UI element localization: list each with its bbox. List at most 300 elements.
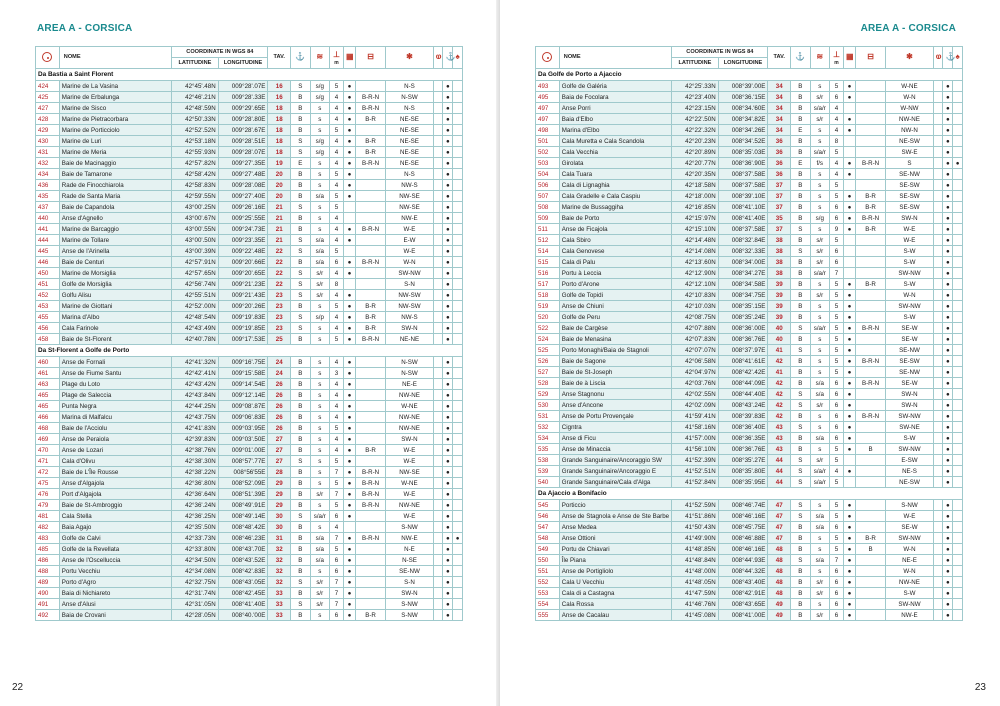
depth-cell: 5 — [829, 544, 843, 555]
seabed-cell: s/r — [810, 235, 829, 246]
latitude-cell: 42°15'.97N — [672, 213, 718, 224]
chart-table-cell: 48 — [768, 577, 791, 588]
anchorage-name: Porto d'Arone — [559, 279, 671, 290]
anchorage-number: 434 — [36, 169, 60, 180]
longitude-cell: 008°34.'60E — [718, 103, 768, 114]
extra-cell — [433, 81, 443, 92]
services-cell — [855, 511, 885, 522]
chart-table-cell: 34 — [768, 114, 791, 125]
table-row — [36, 489, 463, 500]
anchorage-number: 515 — [536, 257, 560, 268]
shelter-cell: S — [291, 511, 310, 522]
latitude-cell: 42°33'.80N — [172, 544, 218, 555]
latitude-cell: 41°46'.76N — [672, 599, 718, 610]
section-title: Da St-Florent a Golfe de Porto — [36, 345, 463, 357]
anchorage-name: Marine de Luri — [59, 136, 171, 147]
latitude-cell: 41°48'.05N — [672, 577, 718, 588]
shelter-cell: B — [291, 588, 310, 599]
chart-table-cell: 36 — [768, 169, 791, 180]
anchorage-name: Punta Negra — [59, 401, 171, 412]
header-nome: NOME — [59, 47, 171, 69]
anchorage-number: 436 — [36, 180, 60, 191]
wind-cell: W-E — [886, 235, 934, 246]
shelter-cell: B — [791, 544, 810, 555]
wind-cell: SE-NW — [386, 566, 434, 577]
extra-cell — [433, 357, 443, 368]
table-row — [536, 533, 963, 544]
wind-cell: SW-N — [886, 213, 934, 224]
latitude-cell: 42°52'.52N — [172, 125, 218, 136]
table-row — [536, 279, 963, 290]
extra2-cell — [453, 489, 463, 500]
extra-cell — [433, 555, 443, 566]
chart-table-cell: 18 — [268, 147, 291, 158]
mooring-cell: ● — [344, 577, 356, 588]
extra2-cell — [453, 169, 463, 180]
depth-cell: 5 — [829, 180, 843, 191]
extra-cell — [433, 268, 443, 279]
shelter-cell: B — [291, 169, 310, 180]
extra-cell — [433, 279, 443, 290]
services-cell — [855, 566, 885, 577]
latitude-cell: 41°48'.84N — [672, 555, 718, 566]
shelter-cell: B — [791, 356, 810, 367]
anchorage-name: Baie de Menasina — [559, 334, 671, 345]
latitude-cell: 42°38'.30N — [172, 456, 218, 467]
anchorage-number: 497 — [536, 114, 560, 125]
table-row — [536, 169, 963, 180]
longitude-cell: 008°43'.05E — [218, 577, 268, 588]
table-row — [536, 378, 963, 389]
extra2-cell — [453, 478, 463, 489]
table-row — [536, 345, 963, 356]
extra2-cell — [453, 268, 463, 279]
header-latitude: LATITUDINE — [172, 58, 218, 69]
seabed-cell: s — [810, 125, 829, 136]
anchorage-name: Baia de Focolara — [559, 92, 671, 103]
latitude-cell: 42°33'.73N — [172, 533, 218, 544]
anchor-cell: ● — [943, 246, 953, 257]
chart-table-cell: 43 — [768, 433, 791, 444]
chart-table-cell: 49 — [768, 610, 791, 621]
anchor-cell: ● — [443, 599, 453, 610]
extra-cell — [933, 268, 943, 279]
chart-table-cell: 32 — [268, 544, 291, 555]
depth-cell: 8 — [829, 136, 843, 147]
longitude-cell: 008°32'.84E — [718, 235, 768, 246]
services-cell — [355, 434, 385, 445]
wind-cell: NW-SE — [386, 467, 434, 478]
latitude-cell: 42°58'.83N — [172, 180, 218, 191]
wind-cell: W-E — [886, 511, 934, 522]
services-cell — [355, 268, 385, 279]
wind-cell: W-N — [386, 257, 434, 268]
table-row — [536, 92, 963, 103]
extra-cell — [933, 588, 943, 599]
extra2-cell — [953, 279, 963, 290]
anchorage-name: Anse de Cacalau — [559, 610, 671, 621]
extra-cell — [433, 125, 443, 136]
depth-cell: 5 — [829, 235, 843, 246]
latitude-cell: 42°23'.40N — [672, 92, 718, 103]
wind-cell: NW-SE — [386, 202, 434, 213]
wind-cell: S-W — [886, 312, 934, 323]
anchorage-name: Cala d'Olivu — [59, 456, 171, 467]
depth-cell: 6 — [829, 400, 843, 411]
services-cell — [355, 81, 385, 92]
anchorage-name: Baia d'Elbo — [559, 114, 671, 125]
services-cell — [855, 246, 885, 257]
anchorage-number: 518 — [536, 290, 560, 301]
latitude-cell: 42°20'.77N — [672, 158, 718, 169]
wind-cell: W-E — [386, 511, 434, 522]
longitude-cell: 008°35'.03E — [718, 147, 768, 158]
longitude-cell: 008°43'.24E — [718, 400, 768, 411]
depth-cell: 6 — [329, 555, 343, 566]
depth-cell: 5 — [829, 81, 843, 92]
longitude-cell: 008°36'.00E — [718, 323, 768, 334]
shelter-cell: B — [291, 610, 310, 621]
services-cell: B-R — [855, 191, 885, 202]
extra-cell — [933, 246, 943, 257]
anchorage-name: Baie de L'Île Rousse — [59, 467, 171, 478]
chart-table-cell: 31 — [268, 533, 291, 544]
ship-icon: ⚓ — [295, 52, 306, 61]
anchor-cell: ● — [943, 180, 953, 191]
extra2-cell — [453, 279, 463, 290]
depth-icon: ⊥ — [333, 49, 340, 59]
services-cell — [355, 368, 385, 379]
anchorage-number: 444 — [36, 235, 60, 246]
depth-cell: 6 — [329, 511, 343, 522]
anchorage-number: 460 — [36, 357, 60, 368]
seabed-cell: s — [310, 301, 329, 312]
extra2-cell — [953, 334, 963, 345]
extra2-cell — [953, 533, 963, 544]
latitude-cell: 42°57'.91N — [172, 257, 218, 268]
mooring-cell: ● — [344, 357, 356, 368]
seabed-cell: s/a — [310, 235, 329, 246]
anchor-cell: ● — [943, 599, 953, 610]
chart-table-cell: 24 — [268, 357, 291, 368]
wind-cell: NE-SW — [886, 136, 934, 147]
depth-cell: 5 — [829, 477, 843, 488]
services-cell — [355, 599, 385, 610]
table-row — [36, 81, 463, 92]
table-row — [36, 92, 463, 103]
latitude-cell: 42°40'.78N — [172, 334, 218, 345]
mooring-cell: ● — [344, 235, 356, 246]
anchorage-name: Golfe de Morsiglia — [59, 279, 171, 290]
depth-cell: 4 — [829, 169, 843, 180]
wind-cell: SE-NW — [886, 169, 934, 180]
anchor-cell: ● — [443, 412, 453, 423]
anchorage-number: 452 — [36, 290, 60, 301]
wind-cell: NW-S — [386, 312, 434, 323]
latitude-cell: 42°43'.42N — [172, 379, 218, 390]
mooring-cell: ● — [344, 257, 356, 268]
page-right — [500, 0, 1000, 706]
anchorage-name: Port d'Algajola — [59, 489, 171, 500]
chart-table-cell: 16 — [268, 92, 291, 103]
depth-cell: 6 — [829, 213, 843, 224]
table-row — [536, 577, 963, 588]
table-row — [36, 544, 463, 555]
extra-cell — [433, 566, 443, 577]
longitude-cell: 009°28'.07E — [218, 147, 268, 158]
chart-table-cell: 48 — [768, 588, 791, 599]
longitude-cell: 008°36'.35E — [718, 433, 768, 444]
shelter-cell: B — [291, 257, 310, 268]
anchorage-name: Golfe de Peru — [559, 312, 671, 323]
extra2-cell — [953, 466, 963, 477]
anchor-cell: ● — [943, 202, 953, 213]
longitude-cell: 009°20'.66E — [218, 257, 268, 268]
depth-cell: 5 — [329, 202, 343, 213]
anchor-cell: ● — [443, 445, 453, 456]
shelter-cell: B — [791, 533, 810, 544]
extra2-cell: ● — [453, 533, 463, 544]
seabed-cell: s — [310, 180, 329, 191]
shelter-cell: B — [791, 81, 810, 92]
wind-cell: W-NE — [886, 81, 934, 92]
table-row — [536, 334, 963, 345]
latitude-cell: 42°22'.32N — [672, 125, 718, 136]
anchor-cell: ● — [443, 456, 453, 467]
anchorage-name: Anse de l'Oscelluccia — [59, 555, 171, 566]
services-cell — [855, 367, 885, 378]
chart-table-cell: 22 — [268, 246, 291, 257]
seabed-cell: s — [310, 423, 329, 434]
seabed-cell: f/s — [810, 158, 829, 169]
seabed-cell: s — [310, 412, 329, 423]
anchorage-number: 428 — [36, 114, 60, 125]
extra-cell — [933, 125, 943, 136]
anchorage-table — [35, 46, 463, 621]
services-cell — [855, 400, 885, 411]
anchor-cell: ● — [943, 422, 953, 433]
extra-cell — [433, 224, 443, 235]
depth-cell: 4 — [329, 290, 343, 301]
depth-cell: 6 — [829, 577, 843, 588]
extra-cell — [433, 467, 443, 478]
anchorage-name: Marine de Erbalunga — [59, 92, 171, 103]
services-cell — [855, 455, 885, 466]
services-cell — [355, 544, 385, 555]
seabed-cell: s/a — [810, 389, 829, 400]
longitude-cell: 008°46'.16E — [718, 511, 768, 522]
shelter-cell: B — [291, 467, 310, 478]
extra-cell — [433, 522, 443, 533]
services-cell: B-R-N — [855, 158, 885, 169]
extra-cell — [433, 169, 443, 180]
seabed-cell: s/a/r — [810, 477, 829, 488]
table-row — [536, 213, 963, 224]
services-cell: B-R — [355, 114, 385, 125]
extra2-cell — [453, 191, 463, 202]
extra-cell — [933, 81, 943, 92]
extra-cell — [433, 390, 443, 401]
extra2-cell — [453, 390, 463, 401]
chart-table-cell: 29 — [268, 478, 291, 489]
table-row — [36, 555, 463, 566]
header-longitude: LONGITUDINE — [718, 58, 768, 69]
depth-cell: 4 — [329, 213, 343, 224]
anchor-cell: ● — [943, 290, 953, 301]
anchor-cell: ● — [943, 323, 953, 334]
shelter-cell: B — [291, 334, 310, 345]
anchorage-name: Marine de Barcaggio — [59, 224, 171, 235]
wind-cell: N-SE — [386, 555, 434, 566]
chart-table-cell: 44 — [768, 466, 791, 477]
latitude-cell: 41°59'.41N — [672, 411, 718, 422]
services-cell: B-R-N — [355, 92, 385, 103]
mooring-cell — [844, 257, 856, 268]
depth-cell: 4 — [829, 466, 843, 477]
mooring-cell: ● — [344, 224, 356, 235]
extra-cell — [933, 180, 943, 191]
shelter-cell: S — [291, 136, 310, 147]
anchorage-name: Marine de Meria — [59, 147, 171, 158]
services-cell: B-R — [855, 533, 885, 544]
services-cell: B-R-N — [355, 158, 385, 169]
extra-cell — [933, 544, 943, 555]
services-cell — [855, 301, 885, 312]
seabed-cell: s — [810, 599, 829, 610]
wind-cell: SW-NW — [886, 599, 934, 610]
mooring-cell: ● — [344, 290, 356, 301]
wind-cell: NE-SE — [386, 114, 434, 125]
seabed-cell: s — [810, 312, 829, 323]
restaurant-icon: ⱷ — [435, 52, 442, 61]
mooring-cell: ● — [844, 577, 856, 588]
longitude-cell: 009°21'.43E — [218, 290, 268, 301]
anchorage-name: Baie de St-Florent — [59, 334, 171, 345]
latitude-cell: 42°43'.75N — [172, 412, 218, 423]
wind-cell: N-E — [386, 544, 434, 555]
wind-cell: W-N — [886, 92, 934, 103]
services-cell — [355, 246, 385, 257]
mooring-cell: ● — [344, 445, 356, 456]
chart-table-cell: 38 — [768, 235, 791, 246]
extra2-cell — [953, 522, 963, 533]
seabed-cell: s/a/r — [810, 466, 829, 477]
longitude-cell: 008°48'.42E — [218, 522, 268, 533]
section-row — [536, 488, 963, 500]
depth-cell: 4 — [329, 323, 343, 334]
extra-cell — [933, 477, 943, 488]
shelter-cell: B — [291, 544, 310, 555]
table-row — [536, 147, 963, 158]
chart-table-cell: 27 — [268, 456, 291, 467]
mooring-cell: ● — [344, 423, 356, 434]
anchorage-number: 491 — [36, 599, 60, 610]
anchor-cell: ● — [443, 379, 453, 390]
longitude-cell: 009°17'.53E — [218, 334, 268, 345]
anchorage-number: 469 — [36, 434, 60, 445]
depth-cell: 5 — [829, 500, 843, 511]
mooring-cell: ● — [844, 301, 856, 312]
extra2-cell — [453, 555, 463, 566]
seabed-cell: s/r — [310, 268, 329, 279]
shelter-cell: B — [791, 114, 810, 125]
longitude-cell: 008°39'.00E — [718, 81, 768, 92]
extra2-cell — [453, 401, 463, 412]
mooring-cell: ● — [844, 599, 856, 610]
table-row — [536, 500, 963, 511]
wind-cell: W-N — [886, 290, 934, 301]
shelter-cell: B — [291, 423, 310, 434]
anchor-cell: ● — [943, 158, 953, 169]
chart-table-cell: 16 — [268, 81, 291, 92]
header-buoy-icon — [844, 47, 856, 69]
mooring-cell: ● — [344, 114, 356, 125]
anchorage-number: 540 — [536, 477, 560, 488]
longitude-cell: 008°43'.40E — [718, 577, 768, 588]
extra2-cell — [953, 433, 963, 444]
wind-cell: S-N — [386, 279, 434, 290]
longitude-cell: 008°41'.40E — [218, 599, 268, 610]
extra2-cell — [453, 312, 463, 323]
extra2-cell — [953, 345, 963, 356]
latitude-cell: 42°34'.08N — [172, 566, 218, 577]
chart-table-cell: 36 — [768, 136, 791, 147]
mooring-cell — [344, 213, 356, 224]
services-cell: B-R — [855, 279, 885, 290]
mooring-cell: ● — [344, 92, 356, 103]
wind-cell: NW-N — [886, 125, 934, 136]
mooring-cell: ● — [844, 345, 856, 356]
table-row — [536, 422, 963, 433]
shelter-cell: S — [291, 268, 310, 279]
mooring-cell: ● — [844, 312, 856, 323]
seabed-cell: s/g — [310, 92, 329, 103]
section-title: Da Bastia a Saint Florent — [36, 69, 463, 81]
seabed-cell: s — [810, 544, 829, 555]
anchor-cell: ● — [443, 610, 453, 621]
extra-cell — [433, 114, 443, 125]
wind-cell: SE-SW — [886, 202, 934, 213]
wind-cell: NW-SE — [386, 191, 434, 202]
table-row — [36, 390, 463, 401]
anchorage-number: 441 — [36, 224, 60, 235]
mooring-cell: ● — [844, 202, 856, 213]
depth-cell: 6 — [829, 522, 843, 533]
chart-table-cell: 32 — [268, 555, 291, 566]
table-row — [536, 114, 963, 125]
latitude-cell: 42°36'.24N — [172, 500, 218, 511]
mooring-cell: ● — [844, 389, 856, 400]
anchor-cell: ● — [943, 477, 953, 488]
seabed-cell: s — [310, 323, 329, 334]
wind-cell: W-E — [386, 246, 434, 257]
wind-cell: W-E — [886, 224, 934, 235]
mooring-cell: ● — [844, 522, 856, 533]
wind-cell: W-E — [386, 489, 434, 500]
extra2-cell — [953, 599, 963, 610]
anchorage-name: Cala Rossa — [559, 599, 671, 610]
services-cell — [355, 456, 385, 467]
longitude-cell: 008°51'.39E — [218, 489, 268, 500]
seabed-cell: s — [810, 334, 829, 345]
table-row — [536, 202, 963, 213]
anchorage-name: Marine de Porticciolo — [59, 125, 171, 136]
seabed-cell: s/a/r — [810, 147, 829, 158]
services-cell: B-R-N — [855, 213, 885, 224]
chart-table-cell: 26 — [268, 379, 291, 390]
extra2-cell — [953, 323, 963, 334]
extra-cell — [933, 422, 943, 433]
